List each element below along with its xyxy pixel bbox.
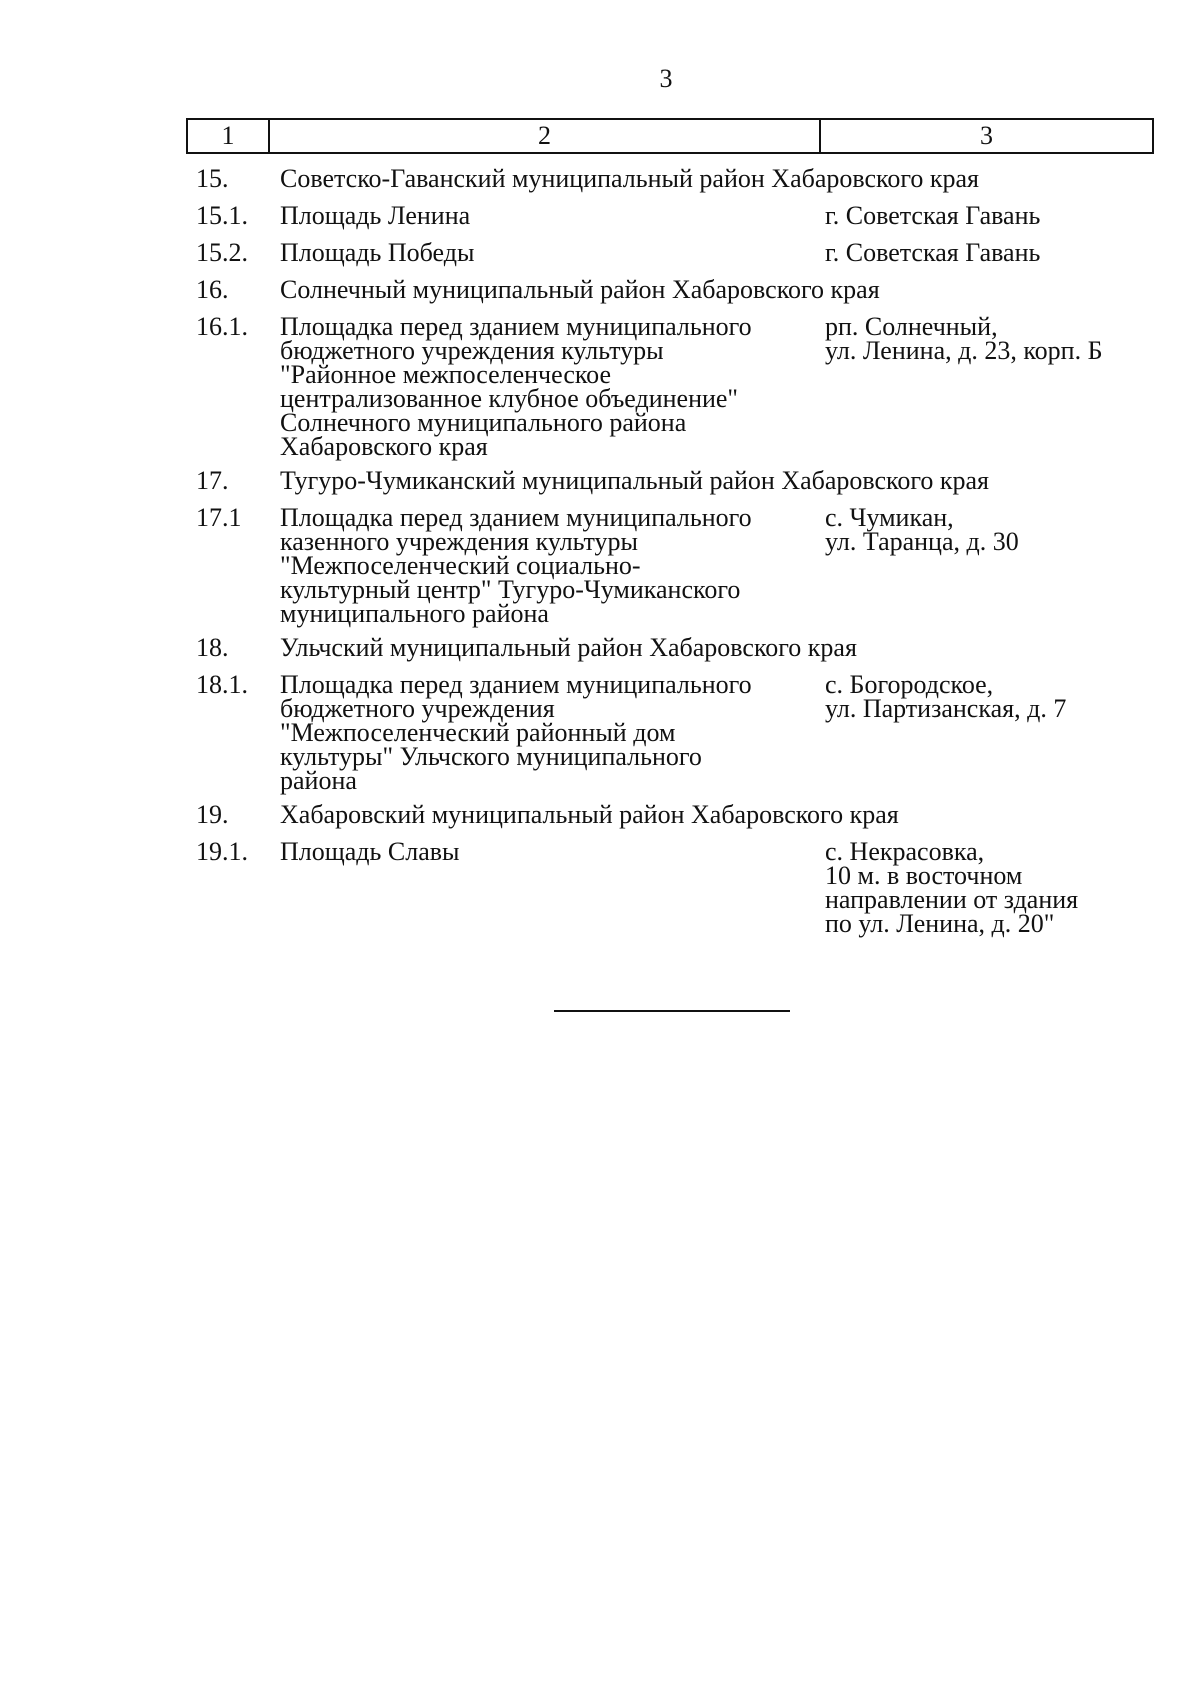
place-name [280,503,825,626]
place-name-line: культуры" Ульчского муниципального [280,742,702,771]
place-address [825,312,1156,363]
place-name-line: "Межпоселенческий районный дом [280,718,676,747]
column-header-table [186,118,1154,154]
place-address-line: ул. Ленина, д. 23, корп. Б [825,336,1103,365]
district-row [196,633,1156,663]
place-name-line: Площадь Ленина [280,201,471,230]
place-name-line: Площадка перед зданием муниципального [280,503,752,532]
place-name [280,201,825,231]
column-header-2: 2 [269,119,820,153]
place-address-line: направлении от здания [825,885,1079,914]
district-title: Советско-Гаванский муниципальный район Хабаровского края [280,164,980,193]
district-title: Солнечный муниципальный район Хабаровского края [280,275,880,304]
place-name-line: муниципального района [280,599,549,628]
row-number: 15.2. [196,238,248,267]
list-item [196,312,1156,459]
place-address-line: ул. Таранца, д. 30 [825,527,1019,556]
row-number: 19.1. [196,837,248,866]
place-address-line: 10 м. в восточном [825,861,1023,890]
column-header-3: 3 [820,119,1153,153]
place-name-line: Площадь Славы [280,837,460,866]
row-number: 17.1 [196,503,242,532]
place-address [825,201,1156,231]
list-item [196,670,1156,793]
column-header-row [187,119,1153,153]
place-address [825,670,1156,721]
place-name-line: Солнечного муниципального района [280,408,687,437]
row-number: 15.1. [196,201,248,230]
page-number: 3 [659,64,673,93]
place-address [825,503,1156,554]
place-address [825,238,1156,268]
rows-list [196,164,1156,943]
district-title: Тугуро-Чумиканский муниципальный район Хабаровского края [280,466,990,495]
place-name [280,670,825,793]
place-address-line: с. Некрасовка, [825,837,985,866]
place-name-line: централизованное клубное объединение" [280,384,739,413]
row-number: 18.1. [196,670,248,699]
place-name-line: культурный центр" Тугуро-Чумиканского [280,575,741,604]
row-number: 19. [196,800,229,829]
place-name-line: Хабаровского края [280,432,488,461]
row-number: 15. [196,164,229,193]
place-address-line: г. Советская Гавань [825,201,1041,230]
district-title: Хабаровский муниципальный район Хабаровского края [280,800,899,829]
row-number: 18. [196,633,229,662]
list-item [196,837,1156,936]
place-address-line: с. Чумикан, [825,503,954,532]
place-name [280,238,825,268]
district-row [196,466,1156,496]
district-title: Ульчский муниципальный район Хабаровского края [280,633,857,662]
end-divider [554,1010,790,1012]
row-number: 17. [196,466,229,495]
place-address [825,837,1156,936]
place-name-line: бюджетного учреждения [280,694,555,723]
place-name-line: "Межпоселенческий социально- [280,551,641,580]
list-item [196,201,1156,231]
place-name-line: казенного учреждения культуры [280,527,639,556]
place-address-line: рп. Солнечный, [825,312,998,341]
place-address-line: г. Советская Гавань [825,238,1041,267]
list-item [196,238,1156,268]
row-number: 16.1. [196,312,248,341]
district-row [196,275,1156,305]
row-number: 16. [196,275,229,304]
place-address-line: ул. Партизанская, д. 7 [825,694,1067,723]
place-address-line: по ул. Ленина, д. 20" [825,909,1055,938]
place-name-line: Площадка перед зданием муниципального [280,312,752,341]
district-row [196,164,1156,194]
column-header-1: 1 [187,119,269,153]
place-address-line: с. Богородское, [825,670,994,699]
place-name-line: "Районное межпоселенческое [280,360,612,389]
district-row [196,800,1156,830]
place-name-line: Площадь Победы [280,238,475,267]
place-name [280,312,825,459]
place-name-line: Площадка перед зданием муниципального [280,670,752,699]
place-name [280,837,825,867]
place-name-line: района [280,766,357,795]
place-name-line: бюджетного учреждения культуры [280,336,664,365]
list-item [196,503,1156,626]
